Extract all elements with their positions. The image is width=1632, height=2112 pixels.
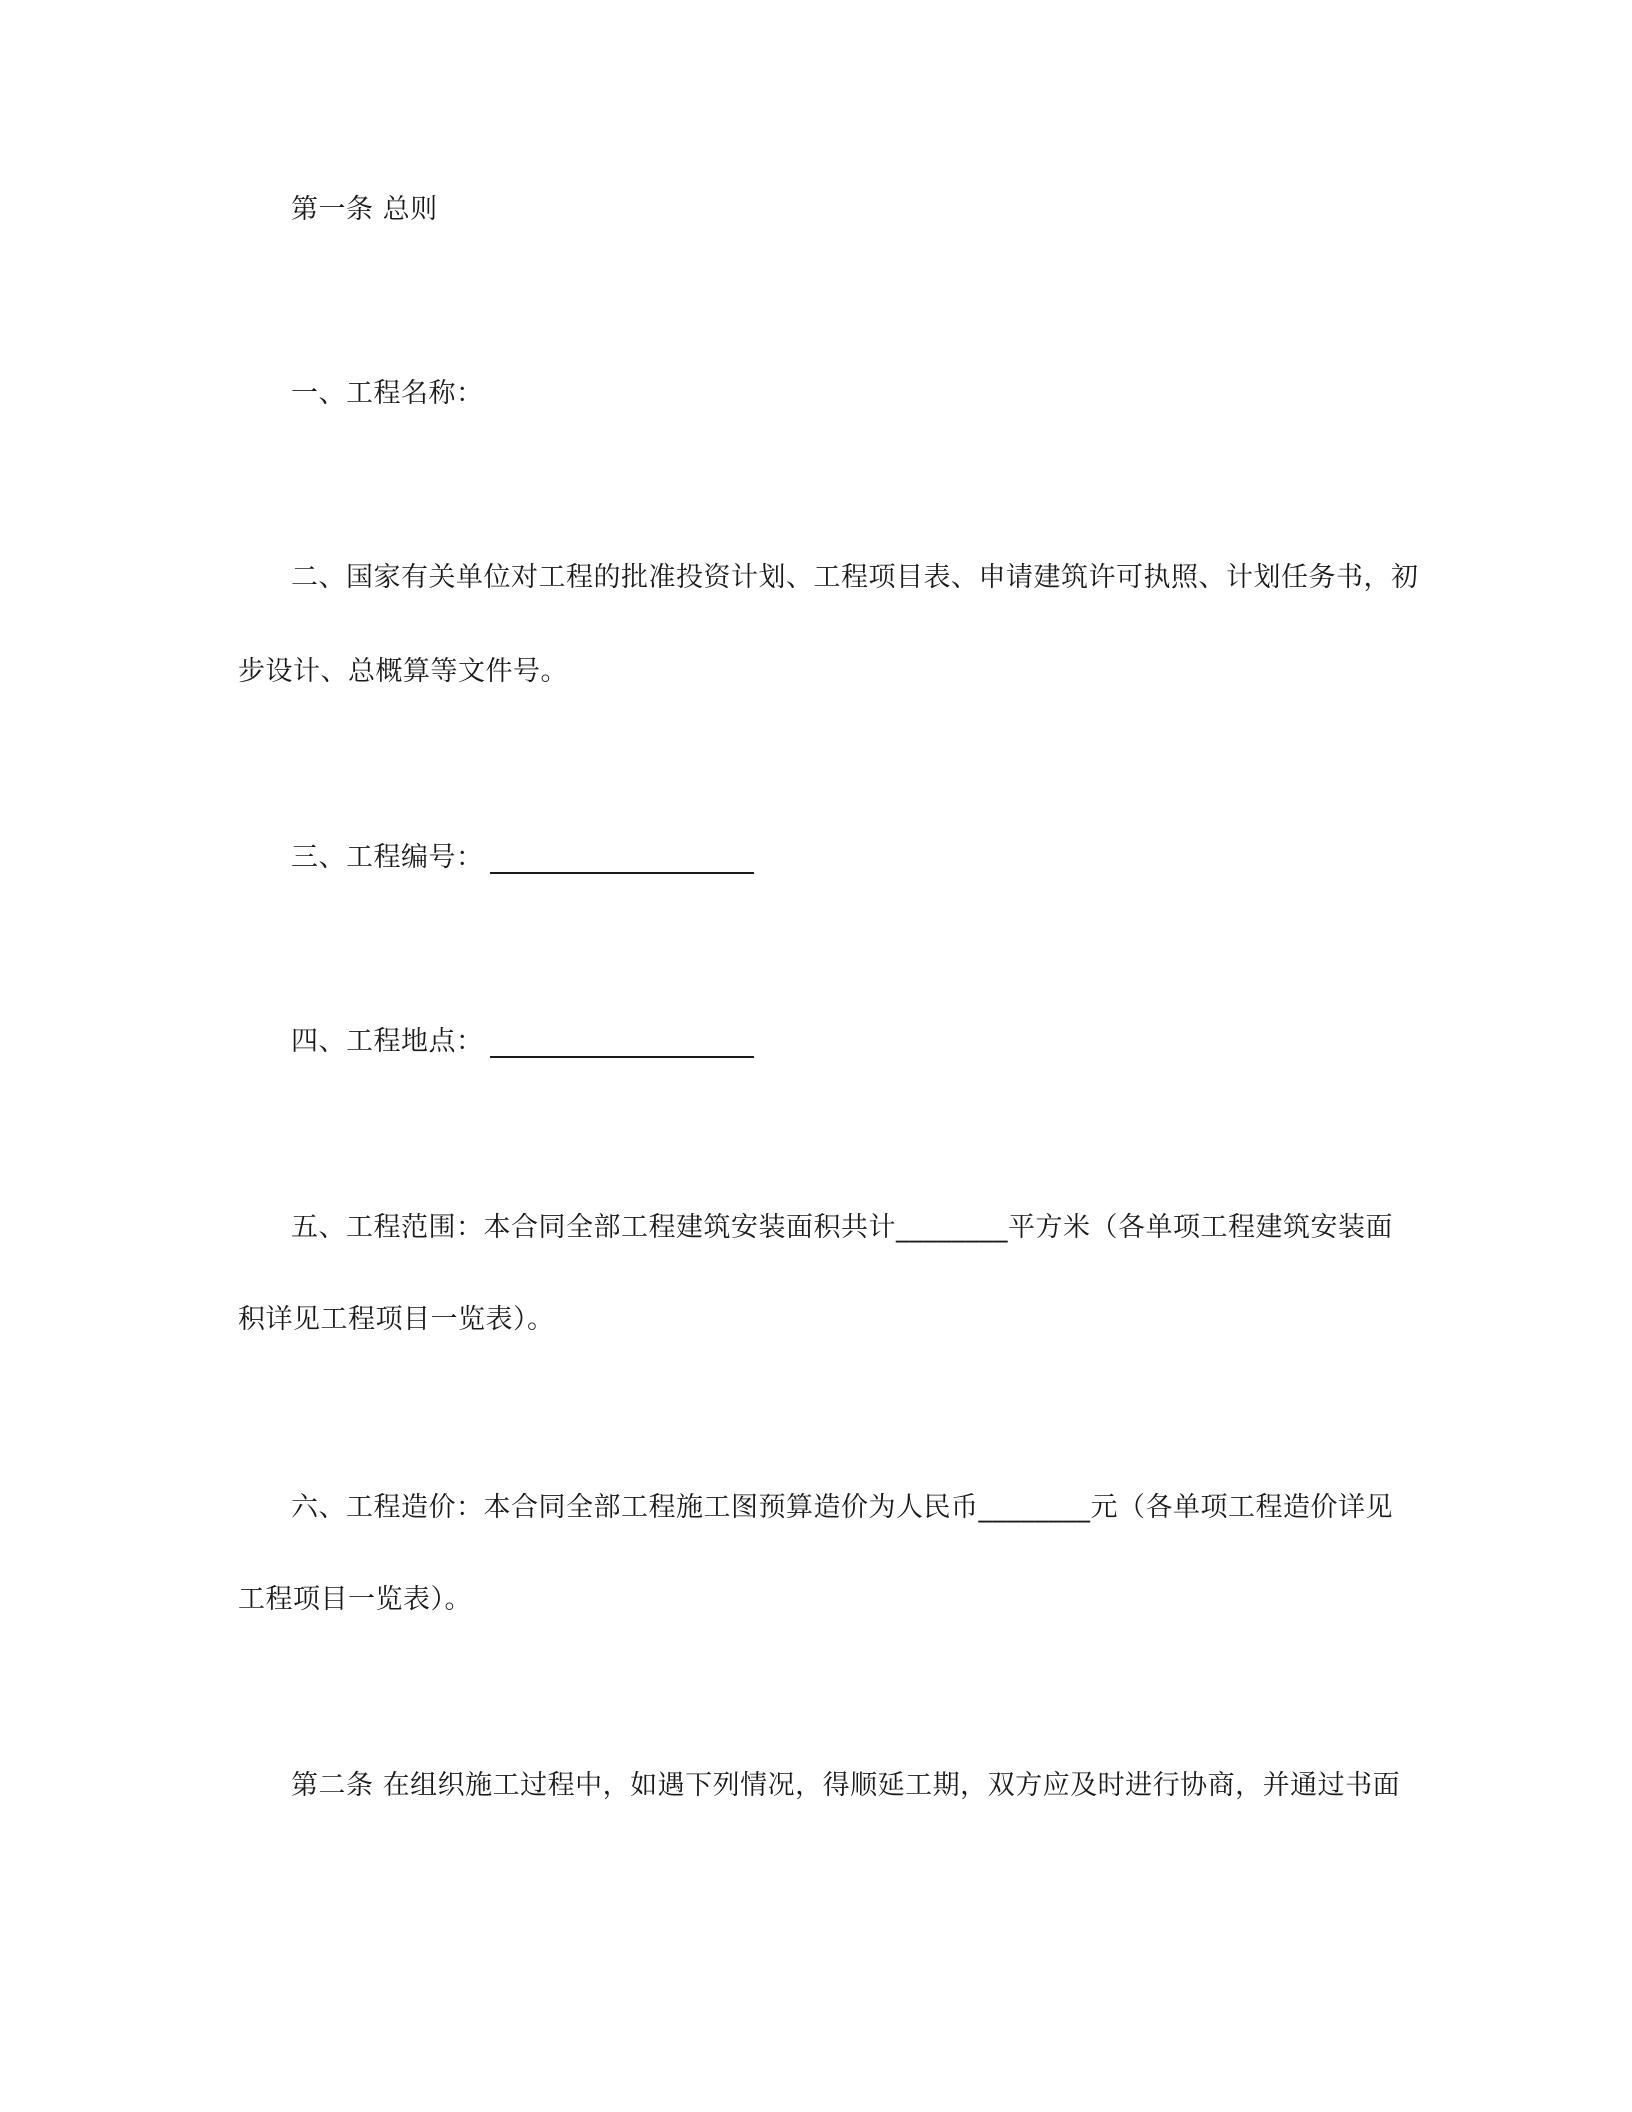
item4-label: 四、工程地点： — [291, 1026, 484, 1057]
item3-project-number — [291, 838, 754, 878]
item3-label: 三、工程编号： — [291, 842, 484, 873]
article2-line1: 第二条 在组织施工过程中，如遇下列情况，得顺延工期，双方应及时进行协商，并通过书面 — [291, 1770, 1401, 1801]
item2-line2: 步设计、总概算等文件号。 — [238, 656, 568, 687]
item3-fill-blank — [490, 842, 754, 874]
item4-project-location — [291, 1022, 754, 1062]
item2-line1: 二、国家有关单位对工程的批准投资计划、工程项目表、申请建筑许可执照、计划任务书，初 — [291, 562, 1419, 593]
item5-line1: 五、工程范围：本合同全部工程建筑安装面积共计________平方米（各单项工程建筑安装面 — [291, 1212, 1393, 1243]
item1-project-name: 一、工程名称： — [291, 378, 484, 409]
article1-heading: 第一条 总则 — [291, 194, 438, 225]
item6-line1: 六、工程造价：本合同全部工程施工图预算造价为人民币________元（各单项工程造价详见 — [291, 1492, 1393, 1523]
item5-line2: 积详见工程项目一览表）。 — [238, 1304, 555, 1335]
item4-fill-blank — [490, 1026, 754, 1058]
item6-line2: 工程项目一览表）。 — [238, 1584, 472, 1615]
